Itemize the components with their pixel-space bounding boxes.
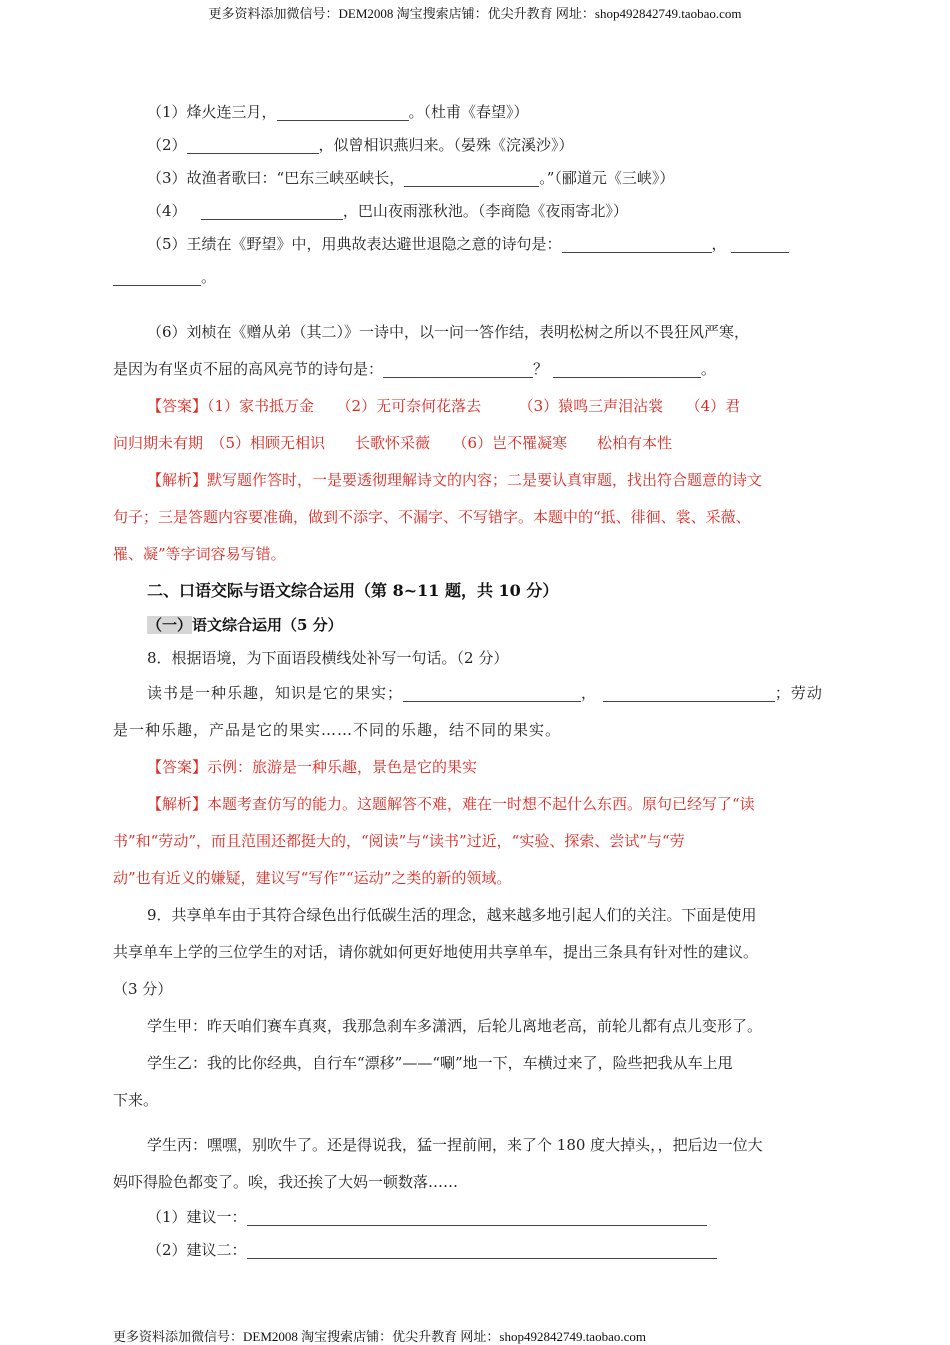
answer-blank: [603, 687, 775, 702]
page-footer: 更多资料添加微信号：DEM2008 淘宝搜索店铺：优尖升教育 网址：shop492842749.taobao.com: [113, 1329, 646, 1344]
answer-blank: [404, 172, 539, 187]
answer-blank: [731, 238, 789, 253]
q7-text: ？: [533, 360, 549, 378]
q7-text: 。: [700, 360, 716, 378]
page-header: 更多资料添加微信号：DEM2008 淘宝搜索店铺：优尖升教育 网址：shop492842749.taobao.com: [208, 6, 742, 21]
q7-line-3: [113, 162, 833, 195]
q7-text: （1）烽火连三月，: [147, 103, 277, 121]
q8-analysis-line-2: 书”和“劳动”，而且范围还都挺大的，“阅读”与“读书”过近，“实验、探索、尝试”与“劳: [113, 832, 685, 850]
q8-text-line-2: 是一种乐趣，产品是它的果实……不同的乐趣，结不同的果实。: [113, 721, 562, 739]
q7-analysis-line-3: 罹、凝”等字词容易写错。: [113, 545, 286, 563]
q8-stem: 8．根据语境，为下面语段横线处补写一句话。（2 分）: [147, 649, 509, 667]
q7-text: ，巴山夜雨涨秋池。（李商隐《夜雨寄北》）: [342, 202, 628, 220]
q7-answer-line-2: 问归期未有期 （5）相顾无相识 长歌怀采薇 （6）岂不罹凝寒 松柏有本性: [113, 434, 673, 452]
q9-response-1: [113, 1201, 833, 1234]
q8-answer: 【答案】示例：旅游是一种乐趣，景色是它的果实: [147, 758, 478, 776]
q9-stem-line-1: 9．共享单车由于其符合绿色出行低碳生活的理念，越来越多地引起人们的关注。下面是使用: [147, 906, 757, 924]
answer-blank: [562, 238, 712, 253]
q9-student-b-line-2: 下来。: [113, 1091, 159, 1109]
q8-text: ，: [581, 684, 598, 702]
q8-analysis-line-3: 动”也有近义的嫌疑，建议写“写作”“运动”之类的新的领域。: [113, 869, 512, 887]
answer-blank: [201, 205, 343, 220]
q7-text: ，似曾相识燕归来。（晏殊《浣溪沙》）: [318, 136, 574, 154]
q9-response-label: （1）建议一：: [147, 1208, 247, 1226]
subsection-label: 语文综合运用（5 分）: [192, 616, 343, 634]
answer-blank: [187, 139, 319, 154]
q7-line-5-cont: [113, 261, 833, 294]
answer-blank: [553, 363, 701, 378]
q7-answer-line-1: 【答案】（1）家书抵万金 （2）无可奈何花落去 （3）猿鸣三声泪沾裳 （4）君: [147, 397, 741, 415]
q7-text: 是因为有坚贞不屈的高风亮节的诗句是：: [113, 360, 384, 378]
q9-response-2: [113, 1234, 833, 1267]
q7-analysis-line-2: 句子；三是答题内容要准确，做到不添字、不漏字、不写错字。本题中的“抵、徘徊、裳、采薇、: [113, 508, 751, 526]
q7-text: （3）故渔者歌曰：“巴东三峡巫峡长，: [147, 169, 405, 187]
q7-text: （2）: [147, 136, 187, 154]
q7-line-4: [113, 195, 833, 228]
q8-text: ；劳动: [774, 684, 823, 702]
q9-student-c-line-1: 学生丙：嘿嘿，别吹牛了。还是得说我，猛一捏前闸，来了个 180 度大掉头，，把后边一位大: [147, 1136, 763, 1154]
q8-text-line-1: [113, 675, 833, 712]
q7-text: （5）王绩在《野望》中，用典故表达避世退隐之意的诗句是：: [147, 235, 562, 253]
q7-line-1: [113, 96, 833, 129]
answer-blank: [247, 1211, 707, 1226]
q7-analysis-line-1: 【解析】默写题作答时，一是要透彻理解诗文的内容；二是要认真审题，找出符合题意的诗文: [147, 471, 763, 489]
q7-line-6: （6）刘桢在《赠从弟（其二）》一诗中，以一问一答作结，表明松树之所以不畏狂风严寒，: [147, 323, 750, 341]
q7-text: ，: [711, 235, 727, 253]
q7-line-2: [113, 129, 833, 162]
answer-blank: [247, 1244, 717, 1259]
q9-student-b-line-1: 学生乙：我的比你经典，自行车“漂移”——“唰”地一下，车横过来了，险些把我从车上甩: [147, 1054, 733, 1072]
q7-text: 。”（郦道元《三峡》）: [539, 169, 675, 187]
q8-text: 读书是一种乐趣，知识是它的果实；: [147, 684, 404, 702]
q7-text: （4）: [147, 202, 187, 220]
q9-stem-line-3: （3 分）: [113, 980, 173, 998]
answer-blank: [383, 363, 533, 378]
subsection-number: （一）: [147, 616, 193, 634]
subsection-title: [113, 609, 833, 642]
section-2-title: 二、口语交际与语文综合运用（第 8~11 题，共 10 分）: [147, 581, 559, 600]
q7-line-6-cont: [113, 351, 833, 388]
answer-blank: [403, 687, 581, 702]
answer-blank: [113, 271, 201, 286]
q7-text: 。（杜甫《春望》）: [408, 103, 529, 121]
answer-blank: [277, 106, 409, 121]
q9-student-c-line-2: 妈吓得脸色都变了。唉，我还挨了大妈一顿数落……: [113, 1173, 459, 1191]
q7-line-5: [113, 228, 833, 261]
q9-response-label: （2）建议二：: [147, 1241, 247, 1259]
q9-student-a: 学生甲：昨天咱们赛车真爽，我那急刹车多潇洒，后轮儿离地老高，前轮儿都有点儿变形了。: [147, 1017, 763, 1035]
q9-stem-line-2: 共享单车上学的三位学生的对话，请你就如何更好地使用共享单车，提出三条具有针对性的建议。: [113, 943, 759, 961]
q8-analysis-line-1: 【解析】本题考查仿写的能力。这题解答不难，难在一时想不起什么东西。原句已经写了“读: [147, 795, 755, 813]
q7-text: 。: [201, 268, 217, 286]
document-body: [113, 96, 833, 1267]
